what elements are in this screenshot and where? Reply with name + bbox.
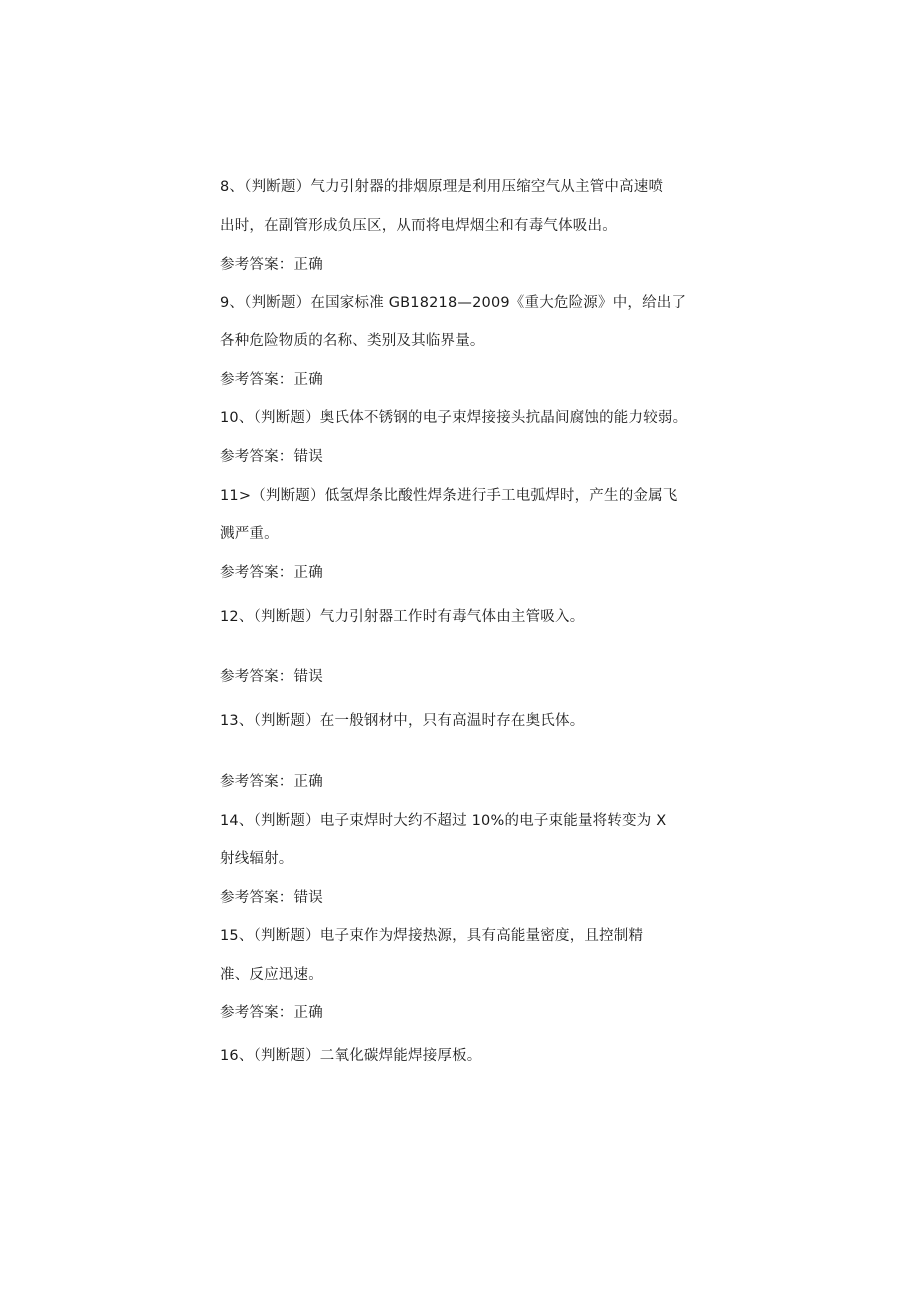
question-text: （判断题）奥氏体不锈钢的电子束焊接接头抗晶间腐蚀的能力较弱。 bbox=[253, 410, 688, 426]
question-number: 10、 bbox=[220, 410, 254, 426]
question-14-line-1 bbox=[220, 811, 666, 831]
question-16-line-1 bbox=[220, 1046, 482, 1066]
question-number: 14、 bbox=[220, 813, 254, 829]
question-14-line-2: 射线辐射。 bbox=[220, 851, 294, 867]
question-number: 9、 bbox=[220, 295, 245, 311]
question-text: （判断题）在一般钢材中，只有高温时存在奥氏体。 bbox=[253, 713, 585, 729]
question-number: 12、 bbox=[220, 609, 254, 625]
question-12-line-1 bbox=[220, 607, 584, 627]
answer-10: 参考答案：错误 bbox=[220, 449, 323, 465]
answer-13: 参考答案：正确 bbox=[220, 774, 323, 790]
question-text: （判断题）气力引射器工作时有毒气体由主管吸入。 bbox=[253, 609, 585, 625]
question-11-line-1 bbox=[220, 486, 678, 506]
question-13-line-1 bbox=[220, 711, 584, 731]
question-text: （判断题）气力引射器的排烟原理是利用压缩空气从主管中高速喷 bbox=[244, 179, 664, 195]
question-number: 8、 bbox=[220, 179, 245, 195]
question-number: 15、 bbox=[220, 928, 254, 944]
question-9-line-2: 各种危险物质的名称、类别及其临界量。 bbox=[220, 333, 485, 349]
question-text: （判断题）在国家标准 GB18218—2009《重大危险源》中，给出了 bbox=[244, 295, 687, 311]
question-text: （判断题）电子束作为焊接热源，具有高能量密度，且控制精 bbox=[253, 928, 644, 944]
question-9-line-1 bbox=[220, 293, 686, 313]
answer-9: 参考答案：正确 bbox=[220, 372, 323, 388]
question-number: 16、 bbox=[220, 1048, 254, 1064]
question-text: （判断题）电子束焊时大约不超过 10%的电子束能量将转变为 X bbox=[253, 813, 667, 829]
answer-15: 参考答案：正确 bbox=[220, 1005, 323, 1021]
answer-8: 参考答案：正确 bbox=[220, 257, 323, 273]
question-10-line-1 bbox=[220, 408, 687, 428]
answer-14: 参考答案：错误 bbox=[220, 890, 323, 906]
question-number: 11> bbox=[220, 488, 252, 504]
question-8-line-2: 出时，在副管形成负压区，从而将电焊烟尘和有毒气体吸出。 bbox=[220, 218, 617, 234]
question-15-line-2: 准、反应迅速。 bbox=[220, 967, 323, 983]
question-11-line-2: 溅严重。 bbox=[220, 526, 279, 542]
question-text: （判断题）低氢焊条比酸性焊条进行手工电弧焊时，产生的金属飞 bbox=[251, 488, 678, 504]
answer-11: 参考答案：正确 bbox=[220, 565, 323, 581]
question-15-line-1 bbox=[220, 926, 643, 946]
question-8-line-1 bbox=[220, 177, 663, 197]
question-text: （判断题）二氧化碳焊能焊接厚板。 bbox=[253, 1048, 482, 1064]
question-number: 13、 bbox=[220, 713, 254, 729]
answer-12: 参考答案：错误 bbox=[220, 669, 323, 685]
